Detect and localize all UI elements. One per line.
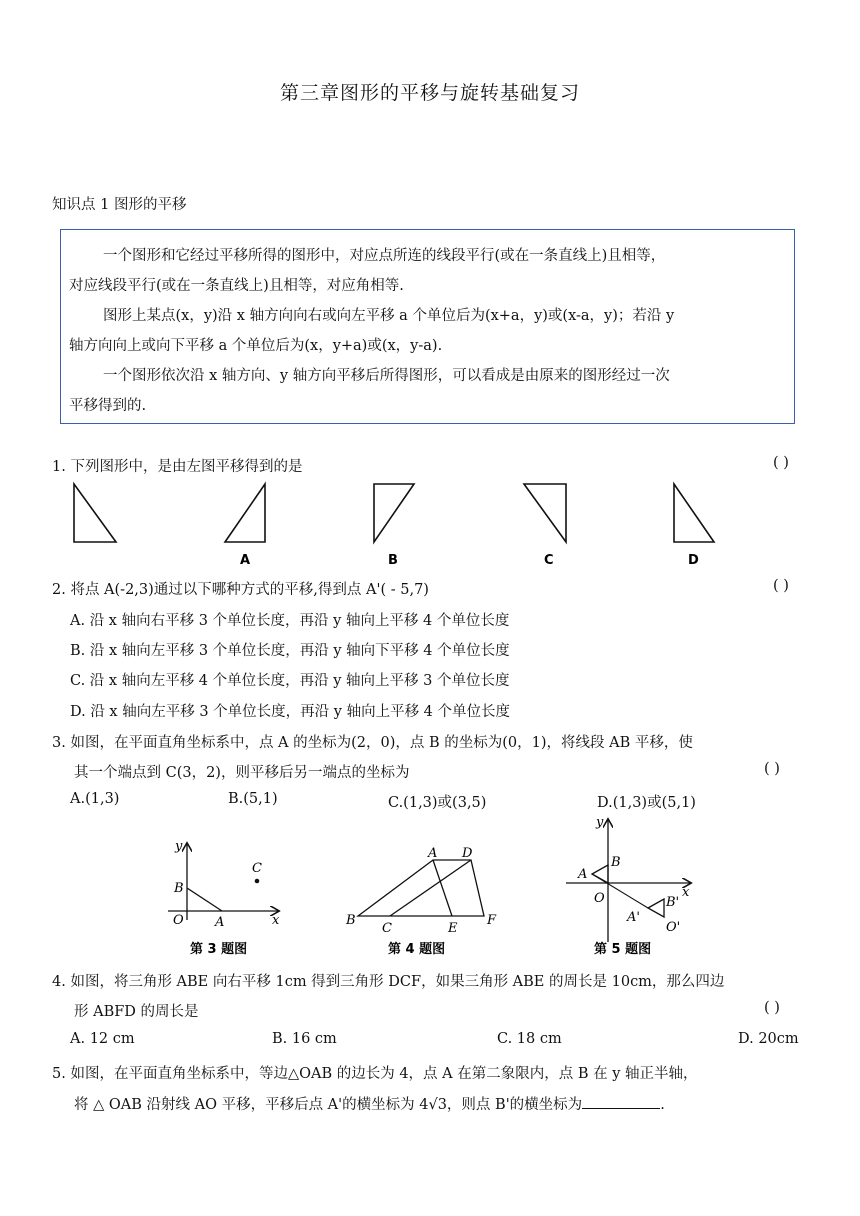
f3-y-label: y xyxy=(175,839,183,854)
q3-stem-line2: 其一个端点到 C(3，2)，则平移后另一端点的坐标为 xyxy=(74,765,410,781)
section-heading: 知识点 1 图形的平移 xyxy=(52,197,187,213)
q5-stem-line1: 5. 如图，在平面直角坐标系中，等边△OAB 的边长为 4，点 A 在第二象限内，点 B 在 y 轴正半轴， xyxy=(52,1066,698,1082)
q3-option-c: C.(1,3)或(3,5) xyxy=(388,795,487,811)
knowledge-box xyxy=(60,229,795,424)
q3-option-b: B.(5,1) xyxy=(228,791,278,807)
f5-y-label: y xyxy=(596,815,604,830)
f3-a-label: A xyxy=(215,915,225,930)
knowledge-line: 轴方向向上或向下平移 a 个单位后为(x，y+a)或(x，y-a). xyxy=(69,338,443,354)
f4-d-label: D xyxy=(462,846,473,861)
q1-triangle-b xyxy=(374,484,414,542)
figure-3-caption: 第 3 题图 xyxy=(190,942,248,957)
q1-triangle-d xyxy=(674,484,714,542)
q5-answer-blank[interactable] xyxy=(582,1094,660,1109)
f3-c-label: C xyxy=(252,861,262,876)
q1-label-c: C xyxy=(544,553,554,568)
q4-stem-line2: 形 ABFD 的周长是 xyxy=(74,1004,199,1020)
q4-option-d: D. 20cm xyxy=(738,1031,799,1047)
knowledge-line: 一个图形依次沿 x 轴方向、y 轴方向平移后所得图形，可以看成是由原来的图形经过一次 xyxy=(103,368,670,384)
f5-b1-label: B' xyxy=(666,895,680,910)
f5-a1-label: A' xyxy=(627,910,640,925)
f4-c-label: C xyxy=(382,921,392,936)
q1-triangles xyxy=(0,478,860,570)
figure-5-coordinate-plane xyxy=(566,815,690,957)
q1-answer-paren: ( ) xyxy=(773,455,789,471)
q1-triangle-a xyxy=(225,484,265,542)
q3-option-d: D.(1,3)或(5,1) xyxy=(597,795,696,811)
f5-b-label: B xyxy=(611,855,621,870)
q2-option-a: A. 沿 x 轴向右平移 3 个单位长度，再沿 y 轴向上平移 4 个单位长度 xyxy=(70,613,510,629)
knowledge-line: 平移得到的. xyxy=(69,398,147,414)
f5-x-label: x xyxy=(682,885,690,900)
q3-answer-paren: ( ) xyxy=(764,761,780,777)
f5-o1-label: O' xyxy=(666,920,681,935)
q4-option-c: C. 18 cm xyxy=(497,1031,562,1047)
q2-answer-paren: ( ) xyxy=(773,578,789,594)
knowledge-line: 图形上某点(x，y)沿 x 轴方向向右或向左平移 a 个单位后为(x+a，y)或(x-a，y)；若沿 y xyxy=(103,308,675,324)
page-title: 第三章图形的平移与旋转基础复习 xyxy=(279,82,580,104)
q3-option-a: A.(1,3) xyxy=(70,791,120,807)
f3-b-label: B xyxy=(174,881,184,896)
q3-stem-line1: 3. 如图，在平面直角坐标系中，点 A 的坐标为(2，0)，点 B 的坐标为(0，1)，将线段 AB 平移，使 xyxy=(52,735,693,751)
q2-option-d: D. 沿 x 轴向左平移 3 个单位长度，再沿 y 轴向上平移 4 个单位长度 xyxy=(70,704,511,720)
q1-original-triangle xyxy=(74,484,116,542)
q4-option-b: B. 16 cm xyxy=(272,1031,337,1047)
f5-a-label: A xyxy=(578,867,588,882)
q1-stem: 1. 下列图形中，是由左图平移得到的是 xyxy=(52,459,303,475)
figure-4-caption: 第 4 题图 xyxy=(388,942,446,957)
q2-option-c: C. 沿 x 轴向左平移 4 个单位长度，再沿 y 轴向上平移 3 个单位长度 xyxy=(70,673,510,689)
f4-e-label: E xyxy=(448,921,458,936)
figure-4-trapezoid xyxy=(345,846,497,957)
f4-f-label: F xyxy=(487,913,497,928)
q4-answer-paren: ( ) xyxy=(764,1000,780,1016)
q2-option-b: B. 沿 x 轴向左平移 3 个单位长度，再沿 y 轴向下平移 4 个单位长度 xyxy=(70,643,510,659)
q1-label-d: D xyxy=(688,553,699,568)
f4-b-label: B xyxy=(346,913,356,928)
f3-x-label: x xyxy=(272,913,280,928)
q5-stem-line2 xyxy=(74,1093,665,1114)
q1-triangle-c xyxy=(524,484,566,542)
figures-row xyxy=(0,810,860,962)
f4-a-label: A xyxy=(428,846,438,861)
f5-o-label: O xyxy=(594,891,605,906)
q2-stem: 2. 将点 A(-2,3)通过以下哪种方式的平移,得到点 A'( - 5,7) xyxy=(52,582,429,598)
f3-o-label: O xyxy=(173,913,184,928)
q1-label-b: B xyxy=(388,553,398,568)
figure-3-coordinate-plane xyxy=(168,839,280,957)
q5-stem-end: . xyxy=(660,1097,665,1113)
knowledge-line: 一个图形和它经过平移所得的图形中，对应点所连的线段平行(或在一条直线上)且相等， xyxy=(103,248,666,264)
q5-stem-text: 将 △ OAB 沿射线 AO 平移，平移后点 A'的横坐标为 4√3，则点 B'的横坐标为 xyxy=(74,1097,583,1113)
q1-label-a: A xyxy=(240,553,251,568)
q4-stem-line1: 4. 如图，将三角形 ABE 向右平移 1cm 得到三角形 DCF，如果三角形 ABE 的周长是 10cm，那么四边 xyxy=(52,974,725,990)
figure-5-caption: 第 5 题图 xyxy=(594,942,652,957)
q4-option-a: A. 12 cm xyxy=(70,1031,135,1047)
knowledge-line: 对应线段平行(或在一条直线上)且相等，对应角相等. xyxy=(69,278,404,294)
